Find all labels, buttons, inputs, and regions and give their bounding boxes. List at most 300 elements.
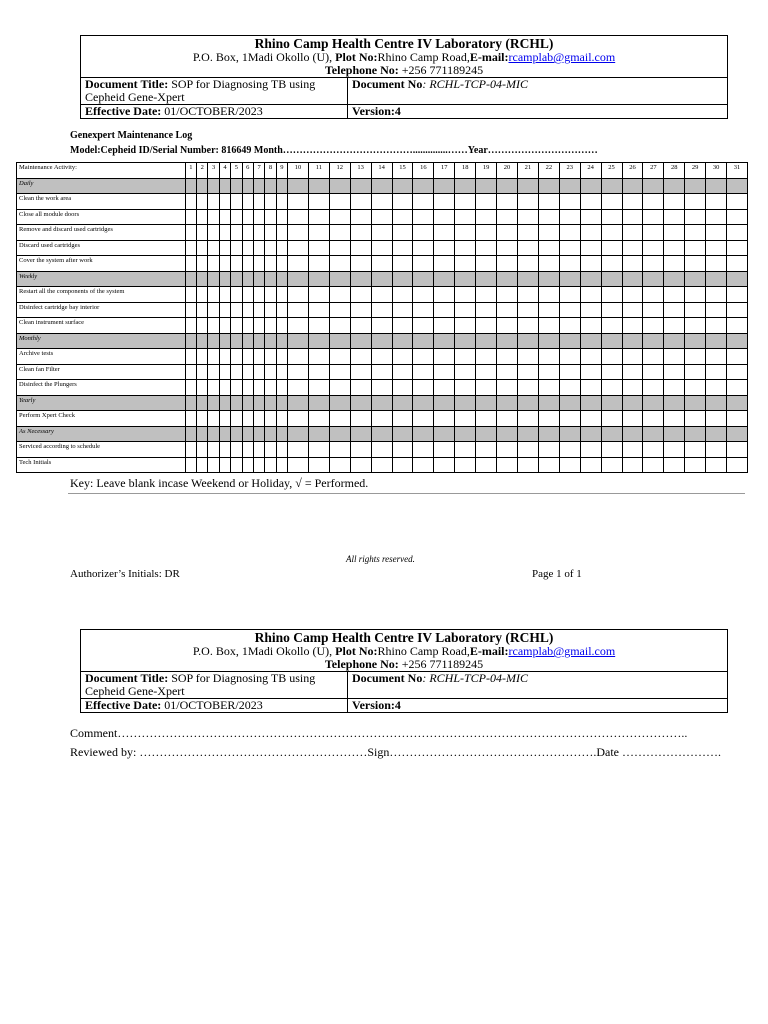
day-cell[interactable] [685,364,706,380]
day-cell[interactable] [231,287,242,303]
day-cell[interactable] [208,240,219,256]
day-cell[interactable] [601,194,622,210]
day-cell[interactable] [497,457,518,473]
day-cell[interactable] [185,442,196,458]
day-cell[interactable] [476,225,497,241]
day-cell[interactable] [350,457,371,473]
day-cell[interactable] [497,209,518,225]
day-cell[interactable] [685,194,706,210]
day-cell[interactable] [455,457,476,473]
day-cell[interactable] [517,256,538,272]
day-cell[interactable] [371,349,392,365]
day-cell[interactable] [476,194,497,210]
day-cell[interactable] [265,364,276,380]
day-cell[interactable] [580,225,601,241]
day-cell[interactable] [253,442,264,458]
day-cell[interactable] [185,318,196,334]
day-cell[interactable] [517,380,538,396]
day-cell[interactable] [580,302,601,318]
day-cell[interactable] [253,225,264,241]
day-cell[interactable] [231,318,242,334]
day-cell[interactable] [580,256,601,272]
day-cell[interactable] [413,302,434,318]
day-cell[interactable] [706,380,727,396]
day-cell[interactable] [643,411,664,427]
day-cell[interactable] [601,209,622,225]
day-cell[interactable] [288,364,309,380]
day-cell[interactable] [288,225,309,241]
day-cell[interactable] [308,194,329,210]
day-cell[interactable] [242,240,253,256]
day-cell[interactable] [219,225,230,241]
day-cell[interactable] [308,225,329,241]
day-cell[interactable] [185,209,196,225]
day-cell[interactable] [208,364,219,380]
day-cell[interactable] [276,442,287,458]
day-cell[interactable] [413,287,434,303]
day-cell[interactable] [276,349,287,365]
day-cell[interactable] [219,240,230,256]
day-cell[interactable] [727,225,748,241]
day-cell[interactable] [276,287,287,303]
day-cell[interactable] [434,194,455,210]
day-cell[interactable] [455,380,476,396]
day-cell[interactable] [664,194,685,210]
day-cell[interactable] [392,194,413,210]
day-cell[interactable] [219,411,230,427]
day-cell[interactable] [350,194,371,210]
day-cell[interactable] [231,442,242,458]
day-cell[interactable] [476,442,497,458]
day-cell[interactable] [242,457,253,473]
day-cell[interactable] [622,457,643,473]
day-cell[interactable] [308,302,329,318]
day-cell[interactable] [185,302,196,318]
day-cell[interactable] [219,209,230,225]
day-cell[interactable] [643,287,664,303]
day-cell[interactable] [538,209,559,225]
day-cell[interactable] [434,457,455,473]
day-cell[interactable] [685,411,706,427]
day-cell[interactable] [559,256,580,272]
day-cell[interactable] [517,225,538,241]
day-cell[interactable] [185,349,196,365]
day-cell[interactable] [392,411,413,427]
day-cell[interactable] [601,225,622,241]
day-cell[interactable] [622,442,643,458]
day-cell[interactable] [559,209,580,225]
day-cell[interactable] [392,442,413,458]
day-cell[interactable] [727,411,748,427]
day-cell[interactable] [242,364,253,380]
day-cell[interactable] [329,240,350,256]
day-cell[interactable] [219,364,230,380]
day-cell[interactable] [371,225,392,241]
day-cell[interactable] [497,380,518,396]
day-cell[interactable] [197,209,208,225]
day-cell[interactable] [208,225,219,241]
day-cell[interactable] [231,411,242,427]
day-cell[interactable] [242,380,253,396]
day-cell[interactable] [329,442,350,458]
day-cell[interactable] [664,240,685,256]
day-cell[interactable] [308,240,329,256]
day-cell[interactable] [455,364,476,380]
day-cell[interactable] [622,287,643,303]
day-cell[interactable] [392,240,413,256]
day-cell[interactable] [538,457,559,473]
day-cell[interactable] [643,240,664,256]
day-cell[interactable] [253,256,264,272]
day-cell[interactable] [455,442,476,458]
day-cell[interactable] [231,194,242,210]
day-cell[interactable] [664,380,685,396]
day-cell[interactable] [276,225,287,241]
day-cell[interactable] [497,349,518,365]
day-cell[interactable] [622,318,643,334]
day-cell[interactable] [242,209,253,225]
day-cell[interactable] [517,457,538,473]
day-cell[interactable] [265,442,276,458]
day-cell[interactable] [371,194,392,210]
day-cell[interactable] [308,256,329,272]
day-cell[interactable] [329,364,350,380]
email-link[interactable]: rcamplab@gmail.com [508,50,616,64]
day-cell[interactable] [601,364,622,380]
day-cell[interactable] [185,411,196,427]
day-cell[interactable] [455,411,476,427]
day-cell[interactable] [643,302,664,318]
day-cell[interactable] [580,442,601,458]
day-cell[interactable] [288,240,309,256]
day-cell[interactable] [219,457,230,473]
day-cell[interactable] [664,411,685,427]
day-cell[interactable] [517,209,538,225]
day-cell[interactable] [276,380,287,396]
day-cell[interactable] [329,209,350,225]
day-cell[interactable] [242,349,253,365]
day-cell[interactable] [308,411,329,427]
day-cell[interactable] [455,318,476,334]
day-cell[interactable] [265,318,276,334]
day-cell[interactable] [727,349,748,365]
day-cell[interactable] [231,364,242,380]
day-cell[interactable] [208,442,219,458]
day-cell[interactable] [392,318,413,334]
day-cell[interactable] [197,364,208,380]
day-cell[interactable] [288,411,309,427]
day-cell[interactable] [601,349,622,365]
day-cell[interactable] [350,302,371,318]
day-cell[interactable] [265,194,276,210]
day-cell[interactable] [231,380,242,396]
day-cell[interactable] [371,380,392,396]
day-cell[interactable] [413,349,434,365]
day-cell[interactable] [455,209,476,225]
day-cell[interactable] [392,256,413,272]
day-cell[interactable] [476,287,497,303]
day-cell[interactable] [350,380,371,396]
day-cell[interactable] [706,194,727,210]
day-cell[interactable] [685,209,706,225]
day-cell[interactable] [219,194,230,210]
day-cell[interactable] [517,240,538,256]
day-cell[interactable] [455,256,476,272]
day-cell[interactable] [208,194,219,210]
day-cell[interactable] [371,411,392,427]
day-cell[interactable] [517,349,538,365]
day-cell[interactable] [197,457,208,473]
day-cell[interactable] [727,457,748,473]
day-cell[interactable] [664,225,685,241]
day-cell[interactable] [580,194,601,210]
day-cell[interactable] [371,364,392,380]
day-cell[interactable] [664,442,685,458]
day-cell[interactable] [622,209,643,225]
day-cell[interactable] [276,457,287,473]
day-cell[interactable] [253,411,264,427]
day-cell[interactable] [413,380,434,396]
day-cell[interactable] [329,457,350,473]
day-cell[interactable] [265,287,276,303]
day-cell[interactable] [350,442,371,458]
day-cell[interactable] [685,380,706,396]
day-cell[interactable] [288,457,309,473]
day-cell[interactable] [476,364,497,380]
day-cell[interactable] [601,287,622,303]
day-cell[interactable] [185,256,196,272]
day-cell[interactable] [622,302,643,318]
day-cell[interactable] [601,442,622,458]
day-cell[interactable] [265,240,276,256]
day-cell[interactable] [476,240,497,256]
day-cell[interactable] [727,256,748,272]
day-cell[interactable] [276,364,287,380]
day-cell[interactable] [476,411,497,427]
day-cell[interactable] [727,380,748,396]
day-cell[interactable] [197,256,208,272]
day-cell[interactable] [580,411,601,427]
day-cell[interactable] [622,364,643,380]
day-cell[interactable] [265,411,276,427]
day-cell[interactable] [434,256,455,272]
day-cell[interactable] [276,194,287,210]
day-cell[interactable] [434,209,455,225]
day-cell[interactable] [455,225,476,241]
day-cell[interactable] [497,256,518,272]
day-cell[interactable] [643,349,664,365]
day-cell[interactable] [308,318,329,334]
day-cell[interactable] [601,302,622,318]
day-cell[interactable] [208,457,219,473]
day-cell[interactable] [559,287,580,303]
day-cell[interactable] [231,240,242,256]
day-cell[interactable] [706,209,727,225]
day-cell[interactable] [685,442,706,458]
day-cell[interactable] [392,364,413,380]
day-cell[interactable] [242,256,253,272]
day-cell[interactable] [580,364,601,380]
day-cell[interactable] [727,194,748,210]
day-cell[interactable] [580,457,601,473]
day-cell[interactable] [392,302,413,318]
day-cell[interactable] [392,225,413,241]
day-cell[interactable] [497,302,518,318]
day-cell[interactable] [706,457,727,473]
day-cell[interactable] [265,302,276,318]
day-cell[interactable] [580,240,601,256]
day-cell[interactable] [434,364,455,380]
day-cell[interactable] [197,302,208,318]
day-cell[interactable] [253,209,264,225]
day-cell[interactable] [276,240,287,256]
day-cell[interactable] [685,240,706,256]
day-cell[interactable] [559,240,580,256]
day-cell[interactable] [727,287,748,303]
day-cell[interactable] [253,302,264,318]
day-cell[interactable] [727,209,748,225]
day-cell[interactable] [288,380,309,396]
day-cell[interactable] [253,194,264,210]
day-cell[interactable] [371,457,392,473]
day-cell[interactable] [664,302,685,318]
day-cell[interactable] [308,287,329,303]
day-cell[interactable] [622,225,643,241]
day-cell[interactable] [185,380,196,396]
day-cell[interactable] [413,225,434,241]
day-cell[interactable] [308,364,329,380]
day-cell[interactable] [664,209,685,225]
day-cell[interactable] [197,442,208,458]
day-cell[interactable] [706,318,727,334]
day-cell[interactable] [559,380,580,396]
day-cell[interactable] [706,364,727,380]
day-cell[interactable] [622,380,643,396]
day-cell[interactable] [664,364,685,380]
day-cell[interactable] [476,380,497,396]
day-cell[interactable] [559,302,580,318]
day-cell[interactable] [643,442,664,458]
day-cell[interactable] [308,442,329,458]
day-cell[interactable] [497,194,518,210]
day-cell[interactable] [197,349,208,365]
day-cell[interactable] [219,302,230,318]
day-cell[interactable] [517,318,538,334]
day-cell[interactable] [622,240,643,256]
day-cell[interactable] [265,225,276,241]
day-cell[interactable] [601,318,622,334]
day-cell[interactable] [288,302,309,318]
day-cell[interactable] [288,349,309,365]
day-cell[interactable] [476,318,497,334]
day-cell[interactable] [185,287,196,303]
day-cell[interactable] [392,457,413,473]
day-cell[interactable] [434,411,455,427]
day-cell[interactable] [559,318,580,334]
day-cell[interactable] [517,194,538,210]
day-cell[interactable] [253,364,264,380]
day-cell[interactable] [208,411,219,427]
day-cell[interactable] [265,256,276,272]
day-cell[interactable] [231,457,242,473]
day-cell[interactable] [559,225,580,241]
day-cell[interactable] [231,256,242,272]
day-cell[interactable] [197,194,208,210]
day-cell[interactable] [288,256,309,272]
day-cell[interactable] [197,380,208,396]
day-cell[interactable] [727,364,748,380]
day-cell[interactable] [371,442,392,458]
day-cell[interactable] [559,411,580,427]
day-cell[interactable] [706,240,727,256]
day-cell[interactable] [455,240,476,256]
day-cell[interactable] [329,194,350,210]
day-cell[interactable] [350,225,371,241]
day-cell[interactable] [392,380,413,396]
day-cell[interactable] [559,194,580,210]
day-cell[interactable] [434,380,455,396]
day-cell[interactable] [580,318,601,334]
day-cell[interactable] [455,194,476,210]
day-cell[interactable] [208,209,219,225]
day-cell[interactable] [559,364,580,380]
day-cell[interactable] [434,442,455,458]
day-cell[interactable] [231,225,242,241]
day-cell[interactable] [559,457,580,473]
day-cell[interactable] [329,302,350,318]
day-cell[interactable] [208,256,219,272]
day-cell[interactable] [517,302,538,318]
day-cell[interactable] [276,209,287,225]
day-cell[interactable] [643,256,664,272]
day-cell[interactable] [197,240,208,256]
day-cell[interactable] [208,302,219,318]
day-cell[interactable] [476,349,497,365]
day-cell[interactable] [288,287,309,303]
day-cell[interactable] [392,287,413,303]
day-cell[interactable] [242,287,253,303]
day-cell[interactable] [288,209,309,225]
day-cell[interactable] [664,287,685,303]
day-cell[interactable] [706,442,727,458]
day-cell[interactable] [601,240,622,256]
day-cell[interactable] [288,194,309,210]
day-cell[interactable] [276,318,287,334]
day-cell[interactable] [622,349,643,365]
day-cell[interactable] [208,349,219,365]
day-cell[interactable] [197,225,208,241]
day-cell[interactable] [350,364,371,380]
day-cell[interactable] [580,209,601,225]
day-cell[interactable] [185,457,196,473]
day-cell[interactable] [265,209,276,225]
day-cell[interactable] [242,225,253,241]
day-cell[interactable] [231,302,242,318]
day-cell[interactable] [685,457,706,473]
day-cell[interactable] [706,302,727,318]
day-cell[interactable] [727,442,748,458]
day-cell[interactable] [350,240,371,256]
day-cell[interactable] [622,411,643,427]
day-cell[interactable] [413,194,434,210]
day-cell[interactable] [685,225,706,241]
day-cell[interactable] [517,364,538,380]
day-cell[interactable] [622,256,643,272]
day-cell[interactable] [476,457,497,473]
day-cell[interactable] [559,349,580,365]
day-cell[interactable] [350,287,371,303]
day-cell[interactable] [371,318,392,334]
